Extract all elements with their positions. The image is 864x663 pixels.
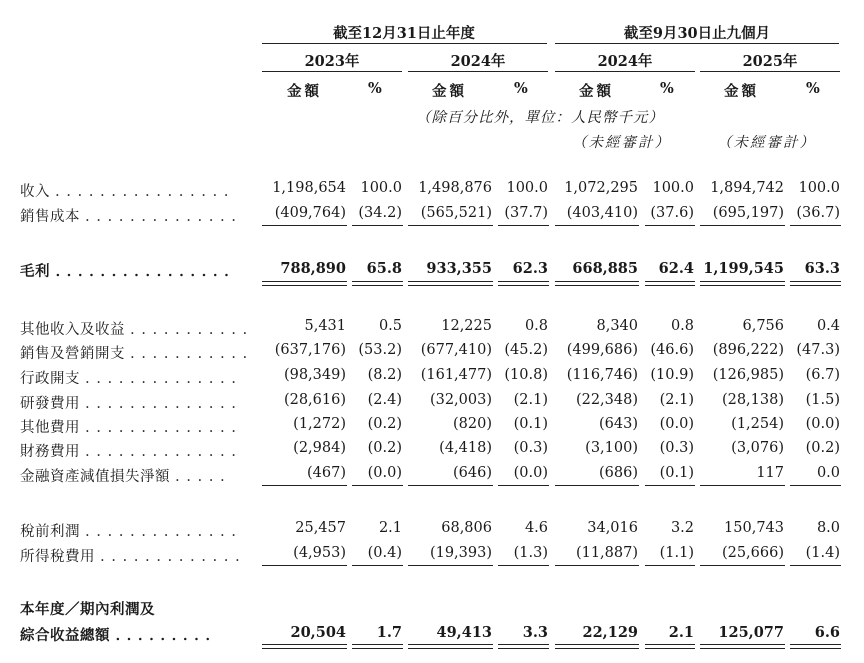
percent-cell: (0.0) — [805, 416, 840, 432]
percent-cell: (10.8) — [504, 367, 548, 383]
double-rule — [645, 281, 695, 286]
year-rule — [555, 71, 695, 72]
leader-dots: ．．．．．．．．．．．．．． — [85, 420, 250, 436]
single-rule — [645, 485, 695, 486]
row-label-text: 毛利 — [20, 263, 50, 280]
pct-header: % — [368, 80, 382, 97]
amount-cell: 788,890 — [280, 260, 346, 277]
year-rule — [408, 71, 548, 72]
percent-cell: 0.4 — [816, 318, 840, 334]
header-rule — [555, 43, 839, 44]
row-label — [20, 318, 261, 339]
single-rule — [262, 485, 347, 486]
percent-cell: (45.2) — [504, 342, 548, 358]
row-label — [20, 465, 239, 486]
amount-cell: (643) — [599, 416, 638, 432]
percent-cell: 62.4 — [658, 260, 694, 277]
percent-cell: 6.6 — [814, 624, 840, 641]
percent-cell: 62.3 — [512, 260, 548, 277]
single-rule — [555, 565, 639, 566]
single-rule — [408, 565, 493, 566]
single-rule — [352, 225, 403, 226]
percent-cell: (8.2) — [367, 367, 402, 383]
single-rule — [790, 225, 841, 226]
amount-cell: (3,076) — [731, 440, 784, 456]
single-rule — [790, 565, 841, 566]
unaudited-note: （未經審計） — [717, 135, 816, 151]
percent-cell: (53.2) — [358, 342, 402, 358]
percent-cell: 0.0 — [816, 465, 840, 481]
amount-cell: 68,806 — [441, 520, 492, 536]
percent-cell: (0.0) — [513, 465, 548, 481]
row-label — [20, 520, 250, 541]
percent-cell: (6.7) — [805, 367, 840, 383]
percent-cell: 2.1 — [378, 520, 402, 536]
row-label-text: 收入 — [20, 184, 50, 200]
double-rule — [700, 644, 785, 649]
row-label-text: 財務費用 — [20, 444, 80, 460]
double-rule — [790, 281, 841, 286]
percent-cell: 0.8 — [524, 318, 548, 334]
percent-cell: (46.6) — [650, 342, 694, 358]
percent-cell: (10.9) — [650, 367, 694, 383]
year-header-2024-nine-months: 2024年 — [597, 53, 653, 70]
amount-cell: 1,198,654 — [272, 180, 346, 196]
percent-cell: 100.0 — [506, 180, 548, 196]
leader-dots: ．．．．．．．．．．．．．． — [85, 209, 250, 225]
amount-cell: 6,756 — [742, 318, 784, 334]
percent-cell: (0.0) — [659, 416, 694, 432]
single-rule — [700, 485, 785, 486]
amount-cell: (1,272) — [293, 416, 346, 432]
amount-cell: (4,418) — [439, 440, 492, 456]
percent-cell: (0.3) — [659, 440, 694, 456]
amount-cell: (28,616) — [283, 392, 346, 408]
row-label-text: 行政開支 — [20, 371, 80, 387]
row-label — [20, 416, 250, 437]
amount-header: 金額 — [432, 83, 467, 100]
single-rule — [352, 565, 403, 566]
row-label — [20, 260, 243, 281]
percent-cell: (0.0) — [367, 465, 402, 481]
amount-cell: 1,072,295 — [564, 180, 638, 196]
amount-cell: (32,003) — [429, 392, 492, 408]
single-rule — [352, 485, 403, 486]
amount-cell: (637,176) — [274, 342, 346, 358]
amount-cell: 125,077 — [718, 624, 784, 641]
double-rule — [498, 644, 549, 649]
unaudited-note: （未經審計） — [572, 135, 671, 151]
single-rule — [498, 485, 549, 486]
amount-header: 金額 — [287, 83, 322, 100]
amount-cell: (25,666) — [721, 545, 784, 561]
double-rule — [352, 281, 403, 286]
percent-cell: (34.2) — [358, 205, 402, 221]
row-label-text: 銷售及營銷開支 — [20, 346, 125, 362]
percent-cell: 3.2 — [670, 520, 694, 536]
single-rule — [498, 225, 549, 226]
year-rule — [700, 71, 840, 72]
amount-cell: 1,498,876 — [418, 180, 492, 196]
amount-cell: (3,100) — [585, 440, 638, 456]
percent-cell: (1.4) — [805, 545, 840, 561]
row-label-text: 研發費用 — [20, 396, 80, 412]
amount-cell: (499,686) — [566, 342, 638, 358]
amount-cell: 22,129 — [582, 624, 638, 641]
single-rule — [262, 225, 347, 226]
double-rule — [790, 644, 841, 649]
leader-dots: ．．．．．．．．．．．．．． — [85, 524, 250, 540]
amount-cell: 117 — [756, 465, 784, 481]
pct-header: % — [514, 80, 528, 97]
percent-cell: 100.0 — [360, 180, 402, 196]
single-rule — [498, 565, 549, 566]
amount-cell: (896,222) — [712, 342, 784, 358]
header-group-year-ended: 截至12月31日止年度 — [333, 25, 475, 42]
row-label-text: 綜合收益總額 — [20, 627, 110, 644]
amount-cell: 25,457 — [295, 520, 346, 536]
percent-cell: (0.1) — [513, 416, 548, 432]
pct-header: % — [806, 80, 820, 97]
amount-cell: 20,504 — [290, 624, 346, 641]
single-rule — [262, 565, 347, 566]
row-label — [20, 392, 250, 413]
leader-dots: ．．．．．．．．．．． — [130, 346, 262, 362]
header-rule — [262, 43, 547, 44]
amount-cell: (646) — [453, 465, 492, 481]
double-rule — [555, 644, 639, 649]
year-header-2023: 2023年 — [304, 53, 360, 70]
percent-cell: 63.3 — [804, 260, 840, 277]
double-rule — [408, 644, 493, 649]
percent-cell: (2.1) — [513, 392, 548, 408]
row-label — [20, 367, 250, 388]
percent-cell: 4.6 — [524, 520, 548, 536]
double-rule — [498, 281, 549, 286]
amount-cell: 668,885 — [572, 260, 638, 277]
percent-cell: (0.2) — [367, 440, 402, 456]
year-header-2025: 2025年 — [742, 53, 798, 70]
single-rule — [555, 225, 639, 226]
leader-dots: ．．．．．．．．．．．．．． — [85, 444, 250, 460]
percent-cell: (1.1) — [659, 545, 694, 561]
row-label — [20, 205, 250, 226]
percent-cell: 8.0 — [816, 520, 840, 536]
single-rule — [408, 485, 493, 486]
percent-cell: (1.5) — [805, 392, 840, 408]
amount-cell: (409,764) — [274, 205, 346, 221]
single-rule — [555, 485, 639, 486]
row-label-text: 金融資產減值損失淨額 — [20, 469, 170, 485]
amount-cell: 34,016 — [587, 520, 638, 536]
amount-cell: (28,138) — [721, 392, 784, 408]
amount-cell: 12,225 — [441, 318, 492, 334]
amount-cell: 49,413 — [436, 624, 492, 641]
single-rule — [700, 225, 785, 226]
amount-cell: 150,743 — [724, 520, 784, 536]
leader-dots: ．．．．．．．．．．．．．．．． — [55, 184, 243, 200]
leader-dots: ．．．．．．．．． — [115, 627, 225, 644]
percent-cell: (0.2) — [805, 440, 840, 456]
percent-cell: (2.4) — [367, 392, 402, 408]
leader-dots: ．．．．．．．．．．．．． — [100, 549, 254, 565]
single-rule — [408, 225, 493, 226]
percent-cell: (37.7) — [504, 205, 548, 221]
percent-cell: (2.1) — [659, 392, 694, 408]
unit-note: （除百分比外，單位：人民幣千元） — [416, 110, 664, 126]
row-label-text: 其他收入及收益 — [20, 322, 125, 338]
percent-cell: 100.0 — [652, 180, 694, 196]
leader-dots: ．．．．．．．．．．．．．． — [85, 371, 250, 387]
amount-cell: (22,348) — [575, 392, 638, 408]
amount-cell: (467) — [307, 465, 346, 481]
amount-cell: (565,521) — [420, 205, 492, 221]
amount-cell: 1,894,742 — [710, 180, 784, 196]
amount-header: 金額 — [724, 83, 759, 100]
row-label — [20, 440, 250, 461]
row-label — [20, 180, 242, 201]
percent-cell: 0.5 — [378, 318, 402, 334]
amount-header: 金額 — [579, 83, 614, 100]
double-rule — [555, 281, 639, 286]
percent-cell: (36.7) — [796, 205, 840, 221]
percent-cell: (37.6) — [650, 205, 694, 221]
double-rule — [262, 281, 347, 286]
amount-cell: 8,340 — [596, 318, 638, 334]
percent-cell: 0.8 — [670, 318, 694, 334]
percent-cell: 3.3 — [522, 624, 548, 641]
amount-cell: (695,197) — [712, 205, 784, 221]
year-rule — [262, 71, 402, 72]
row-label-text: 稅前利潤 — [20, 524, 80, 540]
amount-cell: (11,887) — [575, 545, 638, 561]
pct-header: % — [660, 80, 674, 97]
amount-cell: (4,953) — [293, 545, 346, 561]
row-label — [20, 624, 224, 645]
row-label-line1: 本年度／期內利潤及 — [20, 601, 155, 618]
row-label-text: 其他費用 — [20, 420, 80, 436]
amount-cell: (19,393) — [429, 545, 492, 561]
amount-cell: (161,477) — [420, 367, 492, 383]
percent-cell: (0.1) — [659, 465, 694, 481]
percent-cell: 65.8 — [366, 260, 402, 277]
single-rule — [790, 485, 841, 486]
row-label-text: 所得稅費用 — [20, 549, 95, 565]
amount-cell: 1,199,545 — [703, 260, 784, 277]
row-label — [20, 342, 261, 363]
row-label — [20, 545, 254, 566]
single-rule — [645, 565, 695, 566]
amount-cell: (820) — [453, 416, 492, 432]
percent-cell: 1.7 — [376, 624, 402, 641]
year-header-2024: 2024年 — [450, 53, 506, 70]
row-label-text: 銷售成本 — [20, 209, 80, 225]
amount-cell: 933,355 — [426, 260, 492, 277]
percent-cell: (0.4) — [367, 545, 402, 561]
leader-dots: ．．．．．．．．．．．．．．．． — [55, 263, 243, 280]
single-rule — [700, 565, 785, 566]
percent-cell: 100.0 — [798, 180, 840, 196]
amount-cell: 5,431 — [304, 318, 346, 334]
percent-cell: (0.3) — [513, 440, 548, 456]
double-rule — [408, 281, 493, 286]
double-rule — [700, 281, 785, 286]
amount-cell: (126,985) — [712, 367, 784, 383]
double-rule — [645, 644, 695, 649]
double-rule — [352, 644, 403, 649]
amount-cell: (116,746) — [566, 367, 638, 383]
amount-cell: (686) — [599, 465, 638, 481]
amount-cell: (677,410) — [420, 342, 492, 358]
leader-dots: ．．．．． — [175, 469, 239, 485]
double-rule — [262, 644, 347, 649]
percent-cell: (47.3) — [796, 342, 840, 358]
percent-cell: 2.1 — [668, 624, 694, 641]
amount-cell: (98,349) — [283, 367, 346, 383]
leader-dots: ．．．．．．．．．．．．．． — [85, 396, 250, 412]
single-rule — [645, 225, 695, 226]
percent-cell: (0.2) — [367, 416, 402, 432]
percent-cell: (1.3) — [513, 545, 548, 561]
amount-cell: (2,984) — [293, 440, 346, 456]
header-group-nine-months: 截至9月30日止九個月 — [623, 25, 771, 42]
leader-dots: ．．．．．．．．．．． — [130, 322, 262, 338]
amount-cell: (1,254) — [731, 416, 784, 432]
amount-cell: (403,410) — [566, 205, 638, 221]
